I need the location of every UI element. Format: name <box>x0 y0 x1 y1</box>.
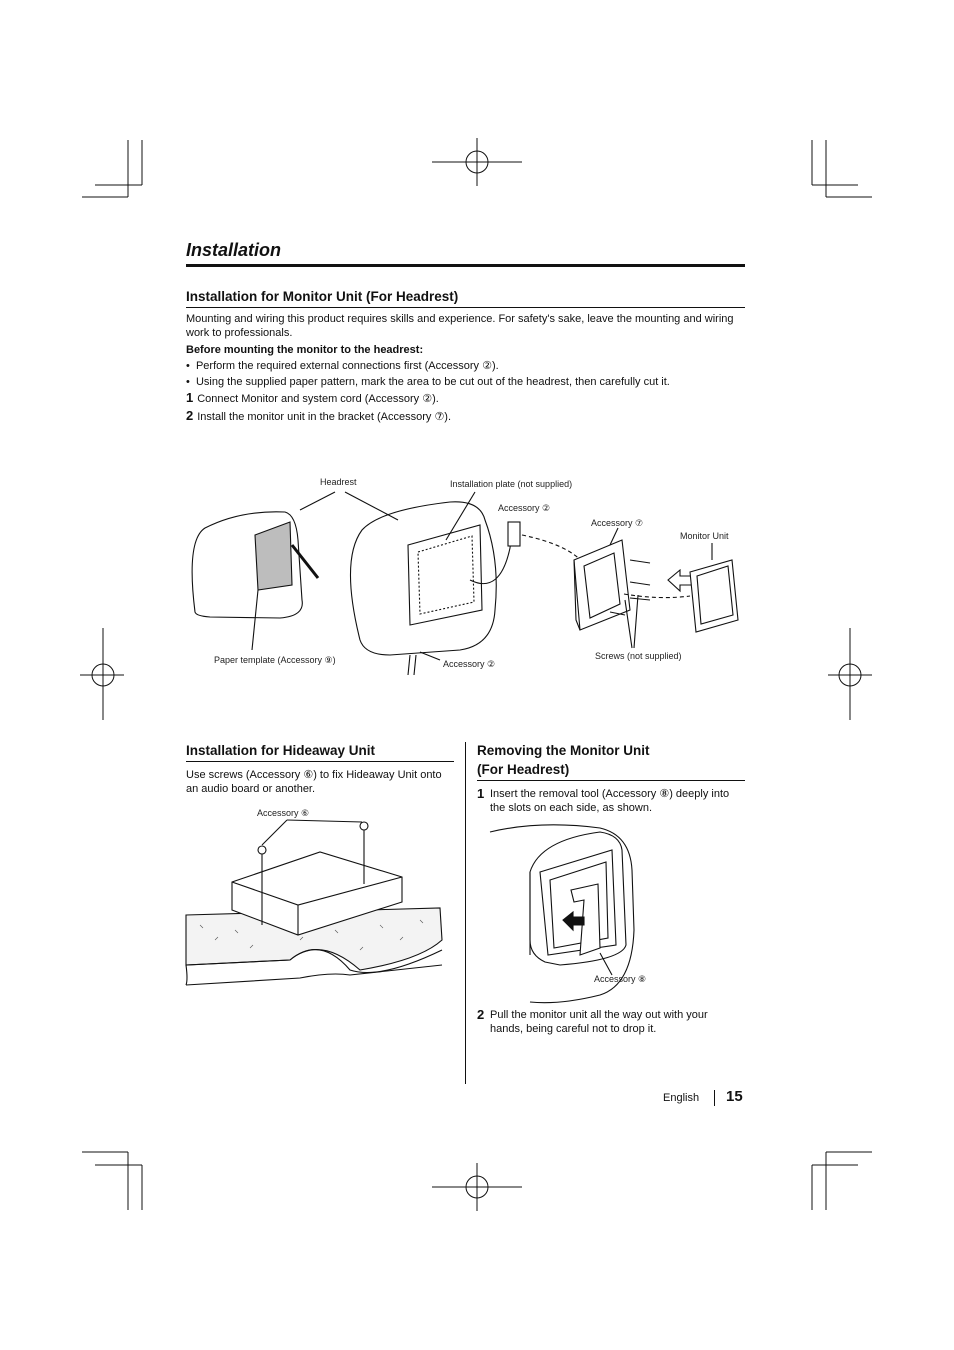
label-accessory-8: Accessory ⑧ <box>594 974 647 984</box>
step-item: 2 Install the monitor unit in the bracket (Accessory ⑦). <box>186 408 452 423</box>
label-accessory-2-top: Accessory ② <box>498 503 551 513</box>
label-accessory-2-bottom: Accessory ② <box>443 659 496 669</box>
bullet-item: • Perform the required external connections first (Accessory ②). <box>186 360 499 372</box>
label-accessory-7: Accessory ⑦ <box>591 518 644 528</box>
label-monitor-unit: Monitor Unit <box>680 531 729 541</box>
footer-language: English <box>663 1092 700 1104</box>
removing-heading-line1: Removing the Monitor Unit <box>477 743 650 758</box>
removing-heading-line2: (For Headrest) <box>477 762 570 777</box>
footer-divider <box>714 1090 715 1106</box>
step-item: 1 Insert the removal tool (Accessory ⑧) deeply into the slots on each side, as shown. <box>477 786 730 814</box>
bullet-item: • Using the supplied paper pattern, mark the area to be cut out of the headrest, then carefully cut it. <box>186 376 670 388</box>
label-headrest: Headrest <box>320 477 357 487</box>
step-item: 2 Pull the monitor unit all the way out with your hands, being careful not to drop it. <box>477 1007 708 1035</box>
hideaway-heading: Installation for Hideaway Unit <box>186 743 376 758</box>
label-screws: Screws (not supplied) <box>595 651 682 661</box>
step-item: 1 Connect Monitor and system cord (Accessory ②). <box>186 390 439 405</box>
headrest-intro: Mounting and wiring this product requires skills and experience. For safety's sake, leave the mounting and wiring work to professionals. <box>186 313 734 339</box>
page-title: Installation <box>186 240 282 260</box>
label-accessory-6: Accessory ⑥ <box>257 808 310 818</box>
label-installation-plate: Installation plate (not supplied) <box>450 479 573 489</box>
page-number: 15 <box>726 1088 743 1105</box>
label-paper-template: Paper template (Accessory ⑨) <box>214 655 336 665</box>
before-mounting-heading: Before mounting the monitor to the headrest: <box>186 344 424 356</box>
headrest-heading: Installation for Monitor Unit (For Headrest) <box>186 289 459 304</box>
hideaway-text: Use screws (Accessory ⑥) to fix Hideaway Unit onto an audio board or another. <box>186 769 442 795</box>
